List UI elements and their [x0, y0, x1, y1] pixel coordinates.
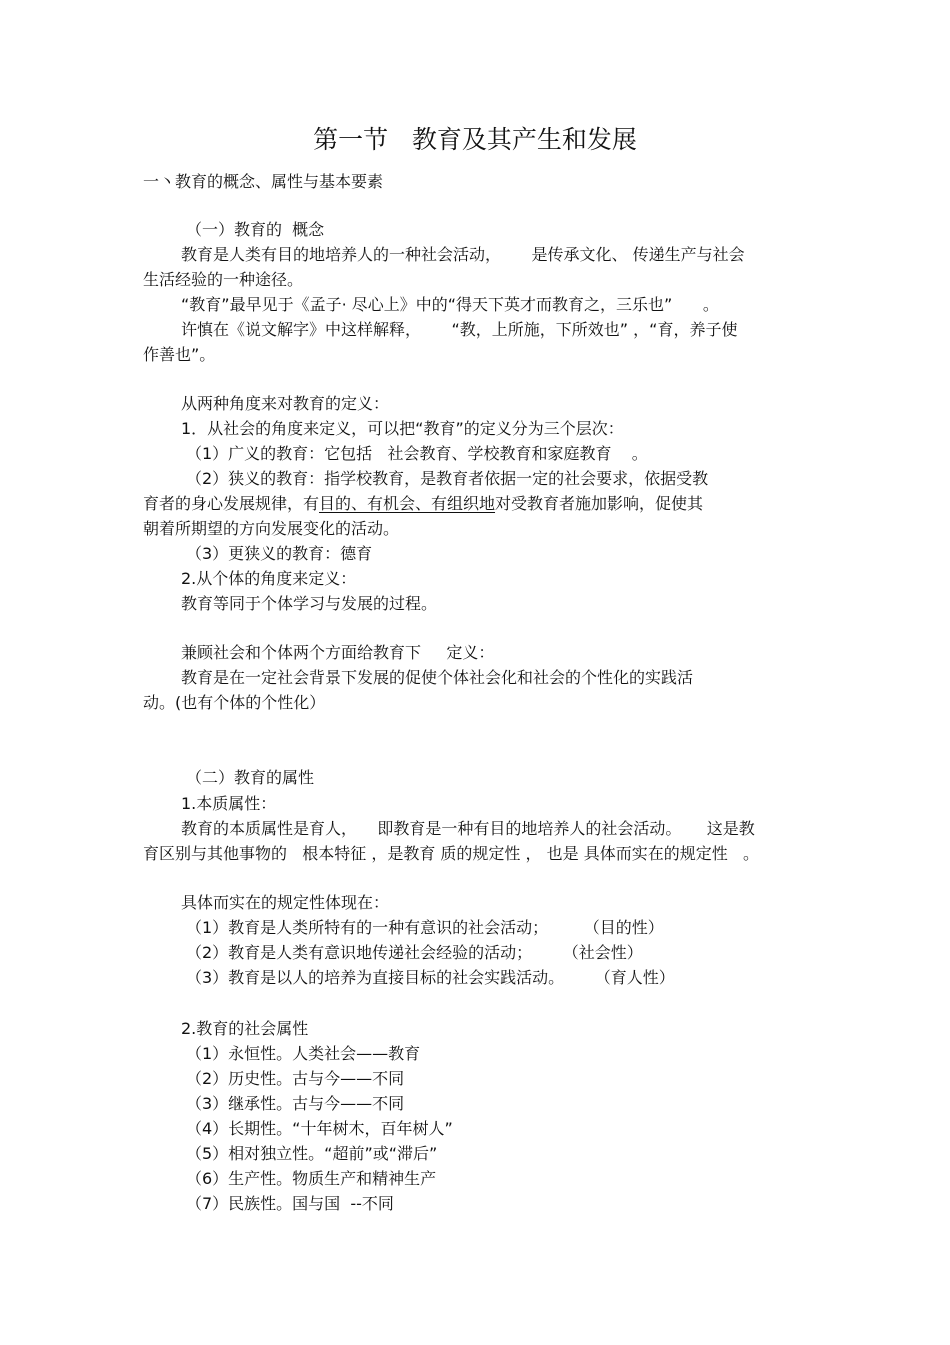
subsection-heading-attributes: （二）教育的属性	[186, 768, 315, 787]
attribute-heading: 1.本质属性：	[181, 794, 277, 813]
paragraph-line: 教育的本质属性是育人， 即教育是一种有目的地培养人的社会活动。 这是教	[181, 819, 755, 838]
page-title: 第一节 教育及其产生和发展	[313, 125, 637, 154]
paragraph-line: 动。(也有个体的个性化）	[143, 693, 326, 712]
paragraph-line	[143, 494, 703, 514]
text-span: 育者的身心发展规律，有	[143, 494, 320, 513]
paragraph-line: 教育是人类有目的地培养人的一种社会活动， 是传承文化、 传递生产与社会	[181, 245, 745, 264]
paragraph-line: 生活经验的一种途径。	[143, 270, 304, 289]
paragraph-line: 具体而实在的规定性体现在：	[181, 893, 390, 912]
paragraph-line: 兼顾社会和个体两个方面给教育下 定义：	[181, 643, 495, 662]
definition-item: 1．从社会的角度来定义，可以把“教育”的定义分为三个层次：	[181, 419, 624, 438]
list-item: （5）相对独立性。“超前”或“滞后”	[186, 1144, 438, 1163]
list-item: （2）历史性。古与今——不同	[186, 1069, 405, 1088]
list-item: （3）继承性。古与今——不同	[186, 1094, 405, 1113]
paragraph-line: 教育等同于个体学习与发展的过程。	[181, 594, 438, 613]
list-item: （6）生产性。物质生产和精神生产	[186, 1169, 437, 1188]
definition-subitem: （2）狭义的教育：指学校教育，是教育者依据一定的社会要求，依据受教	[186, 469, 709, 488]
list-item: （2）教育是人类有意识地传递社会经验的活动； （社会性）	[186, 943, 643, 962]
definition-subitem: （1）广义的教育：它包括 社会教育、学校教育和家庭教育 。	[186, 444, 648, 463]
list-item: （3）教育是以人的培养为直接目标的社会实践活动。 （育人性）	[186, 968, 675, 987]
paragraph-line: 教育是在一定社会背景下发展的促使个体社会化和社会的个性化的实践活	[181, 668, 694, 687]
paragraph-line: “教育”最早见于《孟子· 尽心上》中的“得天下英才而教育之，三乐也” 。	[181, 295, 719, 314]
list-item: （1）永恒性。人类社会——教育	[186, 1044, 421, 1063]
section-heading: 一丶教育的概念、属性与基本要素	[143, 172, 384, 191]
paragraph-line: 朝着所期望的方向发展变化的活动。	[143, 519, 400, 538]
subsection-heading-concept: （一）教育的 概念	[186, 220, 325, 239]
list-item: （4）长期性。“十年树木，百年树人”	[186, 1119, 453, 1138]
list-item: （7）民族性。国与国 --不同	[186, 1194, 394, 1213]
list-item: （1）教育是人类所特有的一种有意识的社会活动； （目的性）	[186, 918, 664, 937]
attribute-heading: 2.教育的社会属性	[181, 1019, 309, 1038]
paragraph-line: 作善也”。	[143, 345, 216, 364]
underlined-text: 目的、有机会、有组织地	[319, 494, 496, 513]
paragraph-line: 许慎在《说文解字》中这样解释， “教，上所施，下所效也” ，“育，养子使	[181, 320, 738, 339]
definition-item: 2.从个体的角度来定义：	[181, 569, 357, 588]
text-span: 对受教育者施加影响，促使其	[495, 494, 704, 513]
definition-intro: 从两种角度来对教育的定义：	[181, 394, 390, 413]
paragraph-line: 育区别与其他事物的 根本特征 ，是教育 质的规定性 ， 也是 具体而实在的规定性 。	[143, 844, 759, 863]
definition-subitem: （3）更狭义的教育：德育	[186, 544, 373, 563]
